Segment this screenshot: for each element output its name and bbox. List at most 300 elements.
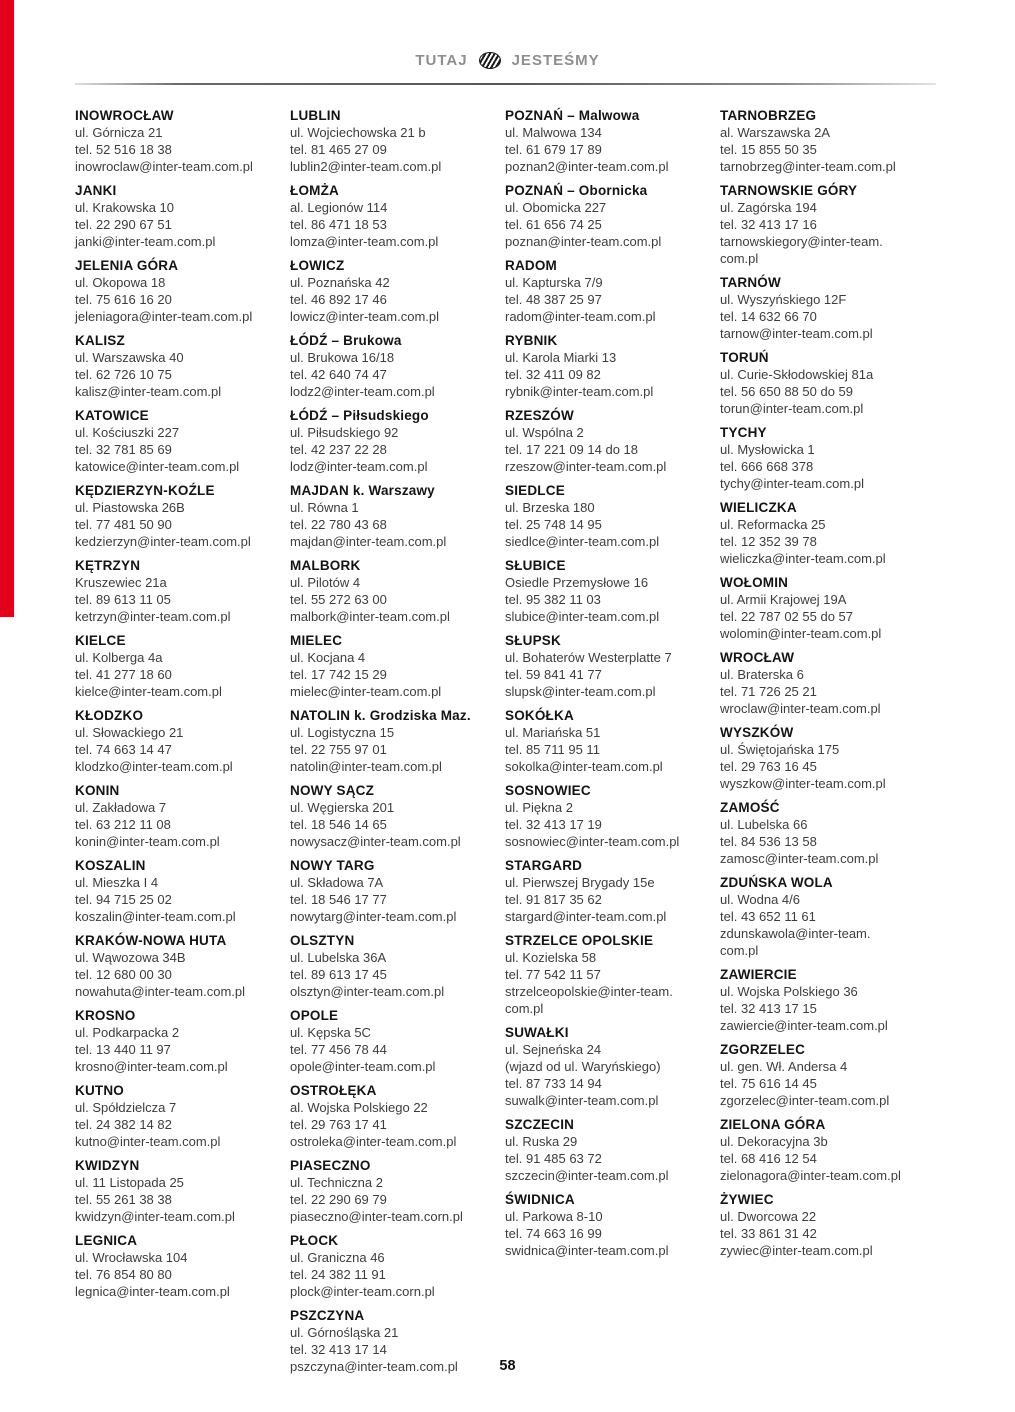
- entry-city-name: ZDUŃSKA WOLA: [720, 875, 833, 890]
- contact-entry: [290, 182, 487, 250]
- entry-detail-line: natolin@inter-team.com.pl: [290, 759, 442, 774]
- entry-city-name: ZGORZELEC: [720, 1042, 806, 1057]
- directory-columns: [75, 107, 937, 1382]
- entry-detail-line: tel. 18 546 17 77: [290, 892, 387, 907]
- entry-detail-line: strzelceopolskie@inter-team.: [505, 984, 673, 999]
- entry-city-name: LUBLIN: [290, 108, 341, 123]
- entry-detail-line: kalisz@inter-team.com.pl: [75, 384, 222, 399]
- entry-city-name: OPOLE: [290, 1008, 339, 1023]
- entry-detail-line: tel. 52 516 18 38: [75, 142, 172, 157]
- entry-detail-line: ul. Mariańska 51: [505, 725, 601, 740]
- contact-entry: [290, 932, 487, 1000]
- contact-entry: [75, 557, 272, 625]
- header-word-left: TUTAJ: [415, 52, 468, 69]
- contact-entry: [720, 274, 917, 342]
- contact-entry: [720, 107, 917, 175]
- entry-city-name: ZAMOŚĆ: [720, 800, 780, 815]
- contact-entry: [75, 407, 272, 475]
- entry-detail-line: tel. 87 733 14 94: [505, 1076, 602, 1091]
- entry-detail-line: tel. 89 613 11 05: [75, 592, 171, 607]
- entry-detail-line: suwalk@inter-team.com.pl: [505, 1093, 659, 1108]
- entry-city-name: NATOLIN k. Grodziska Maz.: [290, 708, 471, 723]
- contact-entry: [505, 332, 702, 400]
- entry-city-name: KALISZ: [75, 333, 125, 348]
- entry-detail-line: ul. Piłsudskiego 92: [290, 425, 399, 440]
- entry-city-name: STARGARD: [505, 858, 583, 873]
- contact-entry: [290, 482, 487, 550]
- entry-detail-line: ul. Słowackiego 21: [75, 725, 184, 740]
- entry-detail-line: ul. Lubelska 36A: [290, 950, 387, 965]
- entry-detail-line: ul. Wrocławska 104: [75, 1250, 188, 1265]
- entry-city-name: KŁODZKO: [75, 708, 144, 723]
- contact-entry: [505, 182, 702, 250]
- contact-entry: [75, 257, 272, 325]
- entry-city-name: NOWY TARG: [290, 858, 375, 873]
- entry-city-name: KROSNO: [75, 1008, 136, 1023]
- contact-entry: [505, 1116, 702, 1184]
- entry-detail-line: tel. 76 854 80 80: [75, 1267, 172, 1282]
- entry-city-name: OLSZTYN: [290, 933, 355, 948]
- entry-detail-line: ul. Równa 1: [290, 500, 359, 515]
- entry-detail-line: tel. 68 416 12 54: [720, 1151, 817, 1166]
- contact-entry: [720, 424, 917, 492]
- entry-detail-line: koszalin@inter-team.com.pl: [75, 909, 236, 924]
- entry-detail-line: ul. Górnicza 21: [75, 125, 163, 140]
- entry-detail-line: rybnik@inter-team.com.pl: [505, 384, 654, 399]
- entry-city-name: RZESZÓW: [505, 408, 574, 423]
- entry-detail-line: ul. Pierwszej Brygady 15e: [505, 875, 655, 890]
- contact-entry: [290, 107, 487, 175]
- entry-detail-line: zdunskawola@inter-team.: [720, 926, 871, 941]
- entry-detail-line: lodz2@inter-team.com.pl: [290, 384, 435, 399]
- entry-detail-line: kielce@inter-team.com.pl: [75, 684, 222, 699]
- entry-detail-line: com.pl: [720, 251, 759, 266]
- directory-column-1: [75, 107, 272, 1382]
- contact-entry: [75, 482, 272, 550]
- entry-city-name: ŻYWIEC: [720, 1192, 774, 1207]
- entry-detail-line: wroclaw@inter-team.com.pl: [720, 701, 881, 716]
- contact-entry: [505, 782, 702, 850]
- entry-detail-line: tel. 18 546 14 65: [290, 817, 387, 832]
- entry-city-name: ZIELONA GÓRA: [720, 1117, 826, 1132]
- entry-city-name: LEGNICA: [75, 1233, 138, 1248]
- entry-detail-line: tel. 22 755 97 01: [290, 742, 387, 757]
- inter-team-globe-icon: [479, 52, 501, 69]
- entry-detail-line: ul. Dekoracyjna 3b: [720, 1134, 828, 1149]
- entry-city-name: ZAWIERCIE: [720, 967, 797, 982]
- entry-detail-line: pszczyna@inter-team.com.pl: [290, 1359, 458, 1374]
- entry-detail-line: lowicz@inter-team.com.pl: [290, 309, 440, 324]
- entry-detail-line: tel. 74 663 14 47: [75, 742, 172, 757]
- entry-city-name: ŁOWICZ: [290, 258, 345, 273]
- entry-detail-line: ul. Graniczna 46: [290, 1250, 385, 1265]
- entry-detail-line: tel. 75 616 14 45: [720, 1076, 817, 1091]
- entry-detail-line: ul. Kocjana 4: [290, 650, 366, 665]
- entry-detail-line: zawiercie@inter-team.com.pl: [720, 1018, 888, 1033]
- entry-detail-line: katowice@inter-team.com.pl: [75, 459, 240, 474]
- entry-detail-line: ul. Wspólna 2: [505, 425, 584, 440]
- entry-detail-line: ul. 11 Listopada 25: [75, 1175, 184, 1190]
- entry-detail-line: tel. 63 212 11 08: [75, 817, 171, 832]
- entry-detail-line: opole@inter-team.com.pl: [290, 1059, 436, 1074]
- entry-detail-line: tel. 42 237 22 28: [290, 442, 387, 457]
- contact-entry: [720, 874, 917, 959]
- entry-detail-line: tel. 61 679 17 89: [505, 142, 602, 157]
- entry-detail-line: tel. 32 411 09 82: [505, 367, 601, 382]
- entry-city-name: ŁÓDŹ – Piłsudskiego: [290, 408, 429, 423]
- entry-detail-line: wolomin@inter-team.com.pl: [720, 626, 882, 641]
- entry-detail-line: lomza@inter-team.com.pl: [290, 234, 439, 249]
- entry-detail-line: klodzko@inter-team.com.pl: [75, 759, 233, 774]
- contact-entry: [75, 707, 272, 775]
- entry-detail-line: malbork@inter-team.com.pl: [290, 609, 450, 624]
- entry-detail-line: tel. 15 855 50 35: [720, 142, 817, 157]
- entry-detail-line: siedlce@inter-team.com.pl: [505, 534, 660, 549]
- entry-detail-line: tel. 666 668 378: [720, 459, 814, 474]
- entry-detail-line: szczecin@inter-team.com.pl: [505, 1168, 669, 1183]
- entry-detail-line: ul. Bohaterów Westerplatte 7: [505, 650, 672, 665]
- entry-city-name: SUWAŁKI: [505, 1025, 569, 1040]
- entry-city-name: PSZCZYNA: [290, 1308, 365, 1323]
- contact-entry: [290, 1007, 487, 1075]
- entry-detail-line: Kruszewiec 21a: [75, 575, 167, 590]
- entry-detail-line: tel. 84 536 13 58: [720, 834, 817, 849]
- contact-entry: [505, 707, 702, 775]
- entry-city-name: POZNAŃ – Malwowa: [505, 108, 640, 123]
- entry-detail-line: lodz@inter-team.com.pl: [290, 459, 428, 474]
- entry-detail-line: tel. 55 261 38 38: [75, 1192, 172, 1207]
- entry-detail-line: com.pl: [505, 1001, 544, 1016]
- entry-detail-line: ul. Składowa 7A: [290, 875, 384, 890]
- contact-entry: [75, 1232, 272, 1300]
- entry-detail-line: ul. Poznańska 42: [290, 275, 390, 290]
- entry-city-name: TARNOBRZEG: [720, 108, 817, 123]
- contact-entry: [290, 1232, 487, 1300]
- directory-column-3: [505, 107, 702, 1382]
- contact-entry: [75, 1157, 272, 1225]
- entry-detail-line: ul. Sejneńska 24: [505, 1042, 602, 1057]
- entry-detail-line: ul. Węgierska 201: [290, 800, 395, 815]
- contact-entry: [290, 782, 487, 850]
- entry-city-name: KĘTRZYN: [75, 558, 141, 573]
- entry-detail-line: tel. 32 413 17 16: [720, 217, 817, 232]
- entry-detail-line: tel. 22 290 67 51: [75, 217, 172, 232]
- header-rule: [75, 83, 936, 85]
- entry-detail-line: tel. 89 613 17 45: [290, 967, 387, 982]
- entry-city-name: RADOM: [505, 258, 557, 273]
- entry-city-name: SOSNOWIEC: [505, 783, 591, 798]
- contact-entry: [290, 707, 487, 775]
- entry-detail-line: rzeszow@inter-team.com.pl: [505, 459, 667, 474]
- entry-detail-line: ul. Kozielska 58: [505, 950, 597, 965]
- entry-city-name: SŁUBICE: [505, 558, 566, 573]
- contact-entry: [720, 966, 917, 1034]
- entry-city-name: PŁOCK: [290, 1233, 339, 1248]
- contact-entry: [720, 182, 917, 267]
- entry-detail-line: sokolka@inter-team.com.pl: [505, 759, 663, 774]
- entry-city-name: JANKI: [75, 183, 117, 198]
- entry-detail-line: olsztyn@inter-team.com.pl: [290, 984, 445, 999]
- entry-detail-line: ul. Dworcowa 22: [720, 1209, 817, 1224]
- contact-entry: [290, 332, 487, 400]
- entry-city-name: MAJDAN k. Warszawy: [290, 483, 435, 498]
- contact-entry: [505, 257, 702, 325]
- entry-city-name: PIASECZNO: [290, 1158, 371, 1173]
- entry-detail-line: poznan2@inter-team.com.pl: [505, 159, 669, 174]
- entry-detail-line: tel. 81 465 27 09: [290, 142, 387, 157]
- entry-detail-line: ketrzyn@inter-team.com.pl: [75, 609, 231, 624]
- contact-entry: [505, 632, 702, 700]
- entry-detail-line: zamosc@inter-team.com.pl: [720, 851, 879, 866]
- contact-entry: [720, 649, 917, 717]
- entry-detail-line: lublin2@inter-team.com.pl: [290, 159, 442, 174]
- contact-entry: [720, 724, 917, 792]
- entry-detail-line: ul. Parkowa 8-10: [505, 1209, 603, 1224]
- entry-detail-line: tel. 33 861 31 42: [720, 1226, 817, 1241]
- entry-detail-line: tel. 85 711 95 11: [505, 742, 600, 757]
- entry-detail-line: tarnowskiegory@inter-team.: [720, 234, 883, 249]
- entry-detail-line: ul. Wojciechowska 21 b: [290, 125, 426, 140]
- entry-detail-line: tel. 32 413 17 15: [720, 1001, 817, 1016]
- entry-detail-line: ul. gen. Wł. Andersa 4: [720, 1059, 848, 1074]
- entry-detail-line: ul. Karola Miarki 13: [505, 350, 617, 365]
- entry-detail-line: ul. Piastowska 26B: [75, 500, 185, 515]
- entry-city-name: INOWROCŁAW: [75, 108, 174, 123]
- entry-city-name: TORUŃ: [720, 350, 769, 365]
- entry-detail-line: tel. 22 780 43 68: [290, 517, 387, 532]
- contact-entry: [75, 332, 272, 400]
- entry-detail-line: radom@inter-team.com.pl: [505, 309, 656, 324]
- entry-detail-line: tel. 22 787 02 55 do 57: [720, 609, 854, 624]
- entry-detail-line: tel. 25 748 14 95: [505, 517, 602, 532]
- contact-entry: [75, 857, 272, 925]
- entry-city-name: RYBNIK: [505, 333, 558, 348]
- entry-city-name: KUTNO: [75, 1083, 124, 1098]
- contact-entry: [505, 482, 702, 550]
- entry-detail-line: wyszkow@inter-team.com.pl: [720, 776, 886, 791]
- entry-detail-line: ul. Mieszka I 4: [75, 875, 159, 890]
- entry-detail-line: com.pl: [720, 943, 759, 958]
- entry-detail-line: tychy@inter-team.com.pl: [720, 476, 864, 491]
- entry-city-name: WROCŁAW: [720, 650, 795, 665]
- entry-city-name: KWIDZYN: [75, 1158, 140, 1173]
- entry-detail-line: tel. 17 742 15 29: [290, 667, 387, 682]
- contact-entry: [290, 257, 487, 325]
- entry-detail-line: tel. 77 456 78 44: [290, 1042, 387, 1057]
- entry-detail-line: ul. Brukowa 16/18: [290, 350, 395, 365]
- contact-entry: [720, 1191, 917, 1259]
- contact-entry: [505, 107, 702, 175]
- entry-detail-line: kedzierzyn@inter-team.com.pl: [75, 534, 251, 549]
- entry-detail-line: ul. Zakładowa 7: [75, 800, 167, 815]
- entry-detail-line: tel. 86 471 18 53: [290, 217, 387, 232]
- contact-entry: [290, 557, 487, 625]
- entry-detail-line: tel. 91 485 63 72: [505, 1151, 602, 1166]
- entry-detail-line: ul. Wodna 4/6: [720, 892, 800, 907]
- entry-detail-line: mielec@inter-team.com.pl: [290, 684, 442, 699]
- entry-detail-line: jeleniagora@inter-team.com.pl: [75, 309, 253, 324]
- entry-city-name: TARNÓW: [720, 275, 781, 290]
- entry-detail-line: slupsk@inter-team.com.pl: [505, 684, 656, 699]
- entry-detail-line: ul. Techniczna 2: [290, 1175, 383, 1190]
- page-number: 58: [499, 1358, 516, 1374]
- entry-detail-line: tel. 43 652 11 61: [720, 909, 816, 924]
- entry-detail-line: (wjazd od ul. Waryńskiego): [505, 1059, 661, 1074]
- entry-city-name: WYSZKÓW: [720, 725, 794, 740]
- contact-entry: [720, 349, 917, 417]
- contact-entry: [720, 1041, 917, 1109]
- entry-detail-line: tel. 24 382 14 82: [75, 1117, 172, 1132]
- entry-detail-line: tel. 48 387 25 97: [505, 292, 602, 307]
- entry-detail-line: konin@inter-team.com.pl: [75, 834, 220, 849]
- entry-detail-line: zywiec@inter-team.com.pl: [720, 1243, 873, 1258]
- entry-city-name: SOKÓŁKA: [505, 708, 574, 723]
- entry-detail-line: tel. 55 272 63 00: [290, 592, 387, 607]
- entry-detail-line: tel. 42 640 74 47: [290, 367, 387, 382]
- contact-entry: [290, 857, 487, 925]
- entry-detail-line: tel. 24 382 11 91: [290, 1267, 386, 1282]
- entry-detail-line: tel. 12 352 39 78: [720, 534, 817, 549]
- entry-detail-line: zgorzelec@inter-team.com.pl: [720, 1093, 890, 1108]
- contact-entry: [505, 857, 702, 925]
- entry-detail-line: krosno@inter-team.com.pl: [75, 1059, 228, 1074]
- entry-detail-line: ul. Wojska Polskiego 36: [720, 984, 858, 999]
- entry-city-name: STRZELCE OPOLSKIE: [505, 933, 654, 948]
- entry-detail-line: wieliczka@inter-team.com.pl: [720, 551, 886, 566]
- entry-detail-line: stargard@inter-team.com.pl: [505, 909, 667, 924]
- entry-detail-line: ul. Wąwozowa 34B: [75, 950, 186, 965]
- entry-detail-line: tel. 94 715 25 02: [75, 892, 172, 907]
- entry-detail-line: ul. Wyszyńskiego 12F: [720, 292, 847, 307]
- entry-city-name: ŚWIDNICA: [505, 1192, 575, 1207]
- entry-detail-line: inowroclaw@inter-team.com.pl: [75, 159, 253, 174]
- entry-detail-line: tel. 74 663 16 99: [505, 1226, 602, 1241]
- entry-detail-line: ul. Piękna 2: [505, 800, 573, 815]
- entry-detail-line: torun@inter-team.com.pl: [720, 401, 864, 416]
- entry-city-name: TARNOWSKIE GÓRY: [720, 183, 858, 198]
- entry-detail-line: tel. 13 440 11 97: [75, 1042, 171, 1057]
- entry-detail-line: tel. 75 616 16 20: [75, 292, 172, 307]
- contact-entry: [75, 107, 272, 175]
- entry-city-name: MALBORK: [290, 558, 361, 573]
- entry-detail-line: ul. Spółdzielcza 7: [75, 1100, 177, 1115]
- entry-detail-line: ul. Lubelska 66: [720, 817, 808, 832]
- entry-detail-line: tel. 46 892 17 46: [290, 292, 387, 307]
- entry-detail-line: al. Legionów 114: [290, 200, 388, 215]
- entry-city-name: KONIN: [75, 783, 120, 798]
- contact-entry: [720, 799, 917, 867]
- entry-city-name: OSTROŁĘKA: [290, 1083, 377, 1098]
- entry-detail-line: Osiedle Przemysłowe 16: [505, 575, 649, 590]
- directory-column-2: [290, 107, 487, 1382]
- contact-entry: [505, 407, 702, 475]
- entry-detail-line: ul. Kapturska 7/9: [505, 275, 603, 290]
- entry-detail-line: ul. Reformacka 25: [720, 517, 826, 532]
- entry-city-name: KRAKÓW-NOWA HUTA: [75, 933, 227, 948]
- entry-detail-line: tel. 17 221 09 14 do 18: [505, 442, 639, 457]
- entry-detail-line: ul. Ruska 29: [505, 1134, 578, 1149]
- entry-detail-line: legnica@inter-team.com.pl: [75, 1284, 230, 1299]
- entry-detail-line: tel. 32 413 17 19: [505, 817, 602, 832]
- entry-detail-line: al. Wojska Polskiego 22: [290, 1100, 428, 1115]
- entry-detail-line: tel. 62 726 10 75: [75, 367, 172, 382]
- entry-detail-line: ul. Malwowa 134: [505, 125, 602, 140]
- contact-entry: [505, 932, 702, 1017]
- entry-detail-line: kutno@inter-team.com.pl: [75, 1134, 221, 1149]
- entry-detail-line: tel. 91 817 35 62: [505, 892, 602, 907]
- contact-entry: [505, 557, 702, 625]
- entry-city-name: KOSZALIN: [75, 858, 146, 873]
- entry-city-name: KIELCE: [75, 633, 126, 648]
- entry-detail-line: nowytarg@inter-team.com.pl: [290, 909, 457, 924]
- entry-detail-line: slubice@inter-team.com.pl: [505, 609, 660, 624]
- entry-detail-line: ul. Okopowa 18: [75, 275, 166, 290]
- entry-detail-line: tel. 56 650 88 50 do 59: [720, 384, 854, 399]
- entry-city-name: POZNAŃ – Obornicka: [505, 183, 648, 198]
- entry-detail-line: ul. Podkarpacka 2: [75, 1025, 180, 1040]
- entry-city-name: SŁUPSK: [505, 633, 561, 648]
- entry-city-name: MIELEC: [290, 633, 343, 648]
- entry-city-name: ŁOMŻA: [290, 183, 339, 198]
- entry-detail-line: ul. Curie-Skłodowskiej 81a: [720, 367, 874, 382]
- contact-entry: [290, 407, 487, 475]
- entry-detail-line: ul. Zagórska 194: [720, 200, 817, 215]
- contact-entry: [75, 632, 272, 700]
- entry-detail-line: kwidzyn@inter-team.com.pl: [75, 1209, 235, 1224]
- entry-detail-line: nowysacz@inter-team.com.pl: [290, 834, 461, 849]
- entry-city-name: ŁÓDŹ – Brukowa: [290, 333, 402, 348]
- contact-entry: [720, 499, 917, 567]
- entry-detail-line: ul. Kolberga 4a: [75, 650, 163, 665]
- entry-city-name: WOŁOMIN: [720, 575, 789, 590]
- entry-city-name: KATOWICE: [75, 408, 149, 423]
- entry-city-name: TYCHY: [720, 425, 767, 440]
- entry-city-name: JELENIA GÓRA: [75, 258, 179, 273]
- entry-detail-line: ul. Pilotów 4: [290, 575, 361, 590]
- entry-detail-line: majdan@inter-team.com.pl: [290, 534, 447, 549]
- entry-detail-line: piaseczno@inter-team.corn.pl: [290, 1209, 463, 1224]
- entry-detail-line: tarnobrzeg@inter-team.com.pl: [720, 159, 896, 174]
- header-word-right: JESTEŚMY: [511, 52, 600, 69]
- contact-entry: [75, 1007, 272, 1075]
- entry-detail-line: tel. 77 542 11 57: [505, 967, 601, 982]
- entry-detail-line: tel. 12 680 00 30: [75, 967, 172, 982]
- entry-detail-line: tarnow@inter-team.com.pl: [720, 326, 873, 341]
- entry-detail-line: swidnica@inter-team.com.pl: [505, 1243, 669, 1258]
- entry-detail-line: plock@inter-team.corn.pl: [290, 1284, 435, 1299]
- contact-entry: [75, 932, 272, 1000]
- entry-city-name: SZCZECIN: [505, 1117, 575, 1132]
- contact-entry: [290, 632, 487, 700]
- entry-detail-line: ul. Górnośląska 21: [290, 1325, 399, 1340]
- entry-city-name: WIELICZKA: [720, 500, 797, 515]
- entry-detail-line: al. Warszawska 2A: [720, 125, 831, 140]
- entry-detail-line: sosnowiec@inter-team.com.pl: [505, 834, 680, 849]
- entry-detail-line: ul. Krakowska 10: [75, 200, 174, 215]
- red-accent-bar: [0, 0, 14, 617]
- entry-detail-line: ul. Obomicka 227: [505, 200, 607, 215]
- entry-detail-line: ostroleka@inter-team.com.pl: [290, 1134, 457, 1149]
- directory-column-4: [720, 107, 917, 1382]
- entry-detail-line: tel. 41 277 18 60: [75, 667, 172, 682]
- contact-entry: [75, 1082, 272, 1150]
- contact-entry: [505, 1191, 702, 1259]
- entry-detail-line: ul. Logistyczna 15: [290, 725, 395, 740]
- entry-detail-line: ul. Armii Krajowej 19A: [720, 592, 847, 607]
- entry-detail-line: ul. Mysłowicka 1: [720, 442, 815, 457]
- entry-detail-line: ul. Świętojańska 175: [720, 742, 840, 757]
- contact-entry: [290, 1157, 487, 1225]
